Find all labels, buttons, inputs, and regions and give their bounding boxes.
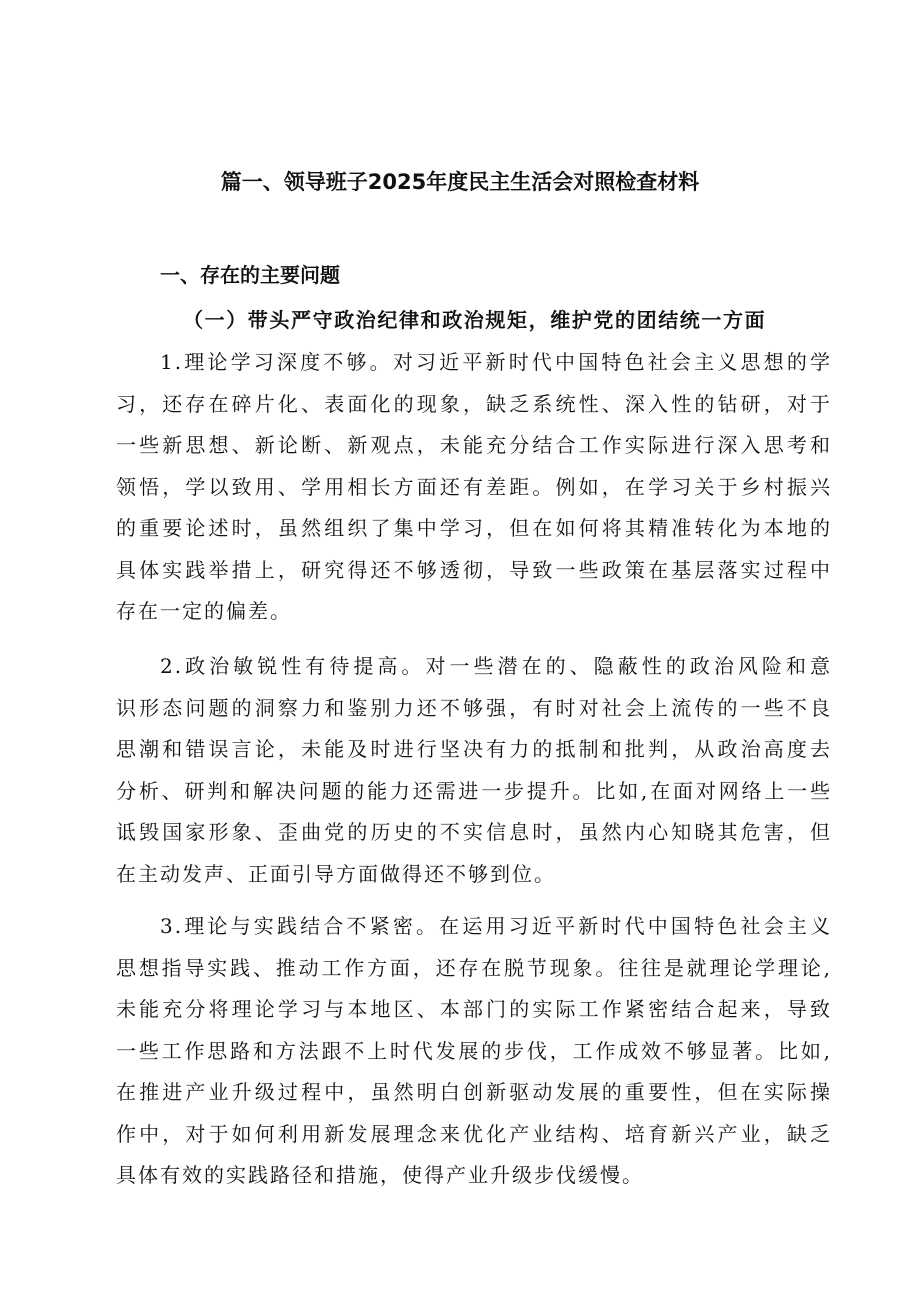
paragraph-line: 在推进产业升级过程中，虽然明白创新驱动发展的重要性，但在实际操 [116,1080,832,1104]
paragraph-line: 存在一定的偏差。 [116,599,292,623]
paragraph-line: 思潮和错误言论，未能及时进行坚决有力的抵制和批判，从政治高度去 [116,737,832,761]
subsection-heading: （一）带头严守政治纪律和政治规矩，维护党的团结统一方面 [183,308,767,332]
paragraph-line: 在主动发声、正面引导方面做得还不够到位。 [116,861,556,886]
paragraph-line: 诋毁国家形象、歪曲党的历史的不实信息时，虽然内心知晓其危害，但 [116,820,832,844]
paragraph-2 [116,646,832,895]
paragraph-3 [116,906,832,1197]
paragraph-line: 未能充分将理论学习与本地区、本部门的实际工作紧密结合起来，导致 [116,997,832,1021]
paragraph-line: 一些工作思路和方法跟不上时代发展的步伐，工作成效不够显著。比如, [116,1038,832,1063]
document-title: 篇一、领导班子2025年度民主生活会对照检查材料 [220,170,700,194]
paragraph-line: 习，还存在碎片化、表面化的现象，缺乏系统性、深入性的钻研，对于 [116,391,832,416]
paragraph-line: 作中，对于如何利用新发展理念来优化产业结构、培育新兴产业，缺乏 [116,1121,832,1146]
paragraph-line: 的重要论述时，虽然组织了集中学习，但在如何将其精准转化为本地的 [116,516,832,540]
paragraph-line: 一些新思想、新论断、新观点，未能充分结合工作实际进行深入思考和 [116,433,832,457]
paragraph-1 [116,342,832,633]
paragraph-line: 思想指导实践、推动工作方面，还存在脱节现象。往往是就理论学理论, [116,955,832,980]
paragraph-line: 1.理论学习深度不够。对习近平新时代中国特色社会主义思想的学 [160,350,832,374]
paragraph-line: 具体实践举措上，研究得还不够透彻，导致一些政策在基层落实过程中 [116,557,832,582]
paragraph-line: 2.政治敏锐性有待提高。对一些潜在的、隐蔽性的政治风险和意 [160,654,832,678]
paragraph-line: 3.理论与实践结合不紧密。在运用习近平新时代中国特色社会主义 [160,914,832,938]
paragraph-line: 识形态问题的洞察力和鉴别力还不够强，有时对社会上流传的一些不良 [116,695,832,720]
section-heading: 一、存在的主要问题 [160,263,340,287]
paragraph-line: 分析、研判和解决问题的能力还需进一步提升。比如,在面对网络上一些 [116,778,832,803]
paragraph-line: 具体有效的实践路径和措施，使得产业升级步伐缓慢。 [116,1163,644,1187]
paragraph-line: 领悟，学以致用、学用相长方面还有差距。例如，在学习关于乡村振兴 [116,474,832,499]
